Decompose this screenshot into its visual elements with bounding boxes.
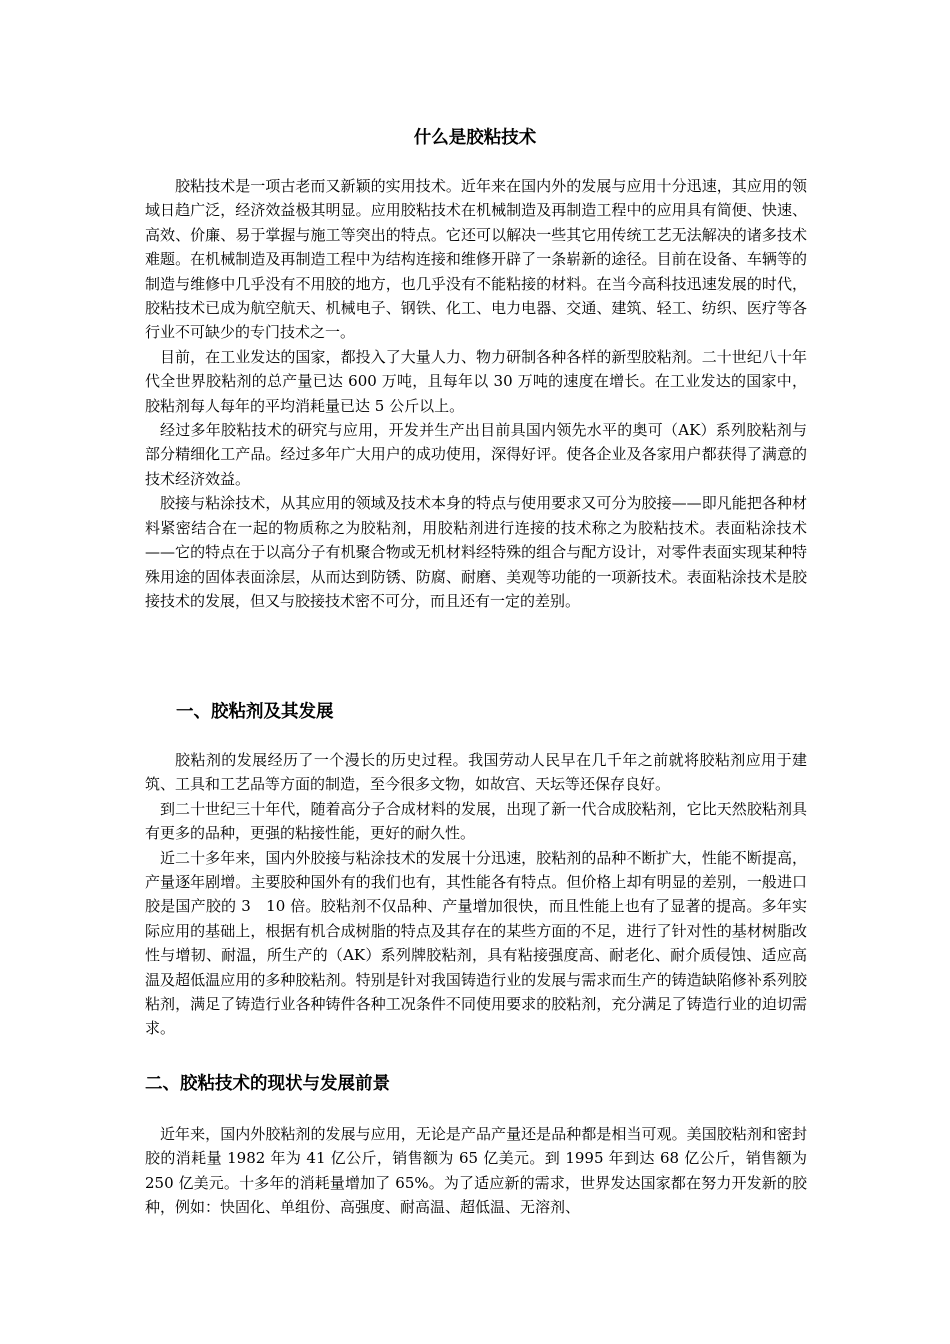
section1-body [145,748,807,1041]
intro-section [145,174,807,613]
intro-paragraph: 经过多年胶粘技术的研究与应用，开发并生产出目前具国内领先水平的奥可（AK）系列胶粘剂与部分精细化工产品。经过多年广大用户的成功使用，深得好评。使各企业及各家用户都获得了满意的技术经济效益。 [145,421,807,488]
section2-body [145,1122,807,1220]
section2-paragraph: 近年来，国内外胶粘剂的发展与应用，无论是产品产量还是品种都是相当可观。美国胶粘剂和密封胶的消耗量 1982 年为 41 亿公斤，销售额为 65 亿美元。到 1995 年到达 68 亿公斤，销售额为 250 亿美元。十多年的消耗量增加了 65%。为了适应新的需求，世界发达国家都在努力开发新的胶种，例如：快固化、单组份、高强度、耐高温、超低温、无溶剂、 [145,1125,807,1217]
section2-heading: 二、胶粘技术的现状与发展前景 [145,1074,390,1094]
section1-paragraph: 近二十多年来，国内外胶接与粘涂技术的发展十分迅速，胶粘剂的品种不断扩大，性能不断提高，产量逐年剧增。主要胶种国外有的我们也有，其性能各有特点。但价格上却有明显的差别，一般进口胶是国产胶的 3 10 倍。胶粘剂不仅品种、产量增加很快，而且性能上也有了显著的提高。多年实际应用的基础上，根据有机合成树脂的特点及其存在的某些方面的不足，进行了针对性的基材树脂改性与增韧、耐温，所生产的（AK）系列牌胶粘剂，具有粘接强度高、耐老化、耐介质侵蚀、适应高温及超低温应用的多种胶粘剂。特别是针对我国铸造行业的发展与需求而生产的铸造缺陷修补系列胶粘剂，满足了铸造行业各种铸件各种工况条件不同使用要求的胶粘剂，充分满足了铸造行业的迫切需求。 [145,848,807,1038]
intro-paragraph: 胶粘技术是一项古老而又新颖的实用技术。近年来在国内外的发展与应用十分迅速，其应用的领域日趋广泛，经济效益极其明显。应用胶粘技术在机械制造及再制造工程中的应用具有简便、快速、高效、价廉、易于掌握与施工等突出的特点。它还可以解决一些其它用传统工艺无法解决的诸多技术难题。在机械制造及再制造工程中为结构连接和维修开辟了一条崭新的途径。目前在设备、车辆等的制造与维修中几乎没有不用胶的地方，也几乎没有不能粘接的材料。在当今高科技迅速发展的时代，胶粘技术已成为航空航天、机械电子、钢铁、化工、电力电器、交通、建筑、轻工、纺织、医疗等各行业不可缺少的专门技术之一。 [145,177,807,342]
intro-paragraph: 胶接与粘涂技术，从其应用的领域及技术本身的特点与使用要求又可分为胶接——即凡能把各种材料紧密结合在一起的物质称之为胶粘剂，用胶粘剂进行连接的技术称之为胶粘技术。表面粘涂技术——它的特点在于以高分子有机聚合物或无机材料经特殊的组合与配方设计，对零件表面实现某种特殊用途的固体表面涂层，从而达到防锈、防腐、耐磨、美观等功能的一项新技术。表面粘涂技术是胶接技术的发展，但又与胶接技术密不可分，而且还有一定的差别。 [145,494,807,610]
section1-paragraph: 胶粘剂的发展经历了一个漫长的历史过程。我国劳动人民早在几千年之前就将胶粘剂应用于建筑、工具和工艺品等方面的制造，至今很多文物，如故宫、天坛等还保存良好。 [145,751,807,794]
section1-heading: 一、胶粘剂及其发展 [176,702,334,722]
page-title: 什么是胶粘技术 [413,128,537,148]
section1-paragraph: 到二十世纪三十年代，随着高分子合成材料的发展，出现了新一代合成胶粘剂，它比天然胶粘剂具有更多的品种，更强的粘接性能，更好的耐久性。 [145,799,807,843]
intro-paragraph: 目前，在工业发达的国家，都投入了大量人力、物力研制各种各样的新型胶粘剂。二十世纪八十年代全世界胶粘剂的总产量已达 600 万吨，且每年以 30 万吨的速度在增长。在工业发达的国家中，胶粘剂每人每年的平均消耗量已达 5 公斤以上。 [145,347,807,415]
